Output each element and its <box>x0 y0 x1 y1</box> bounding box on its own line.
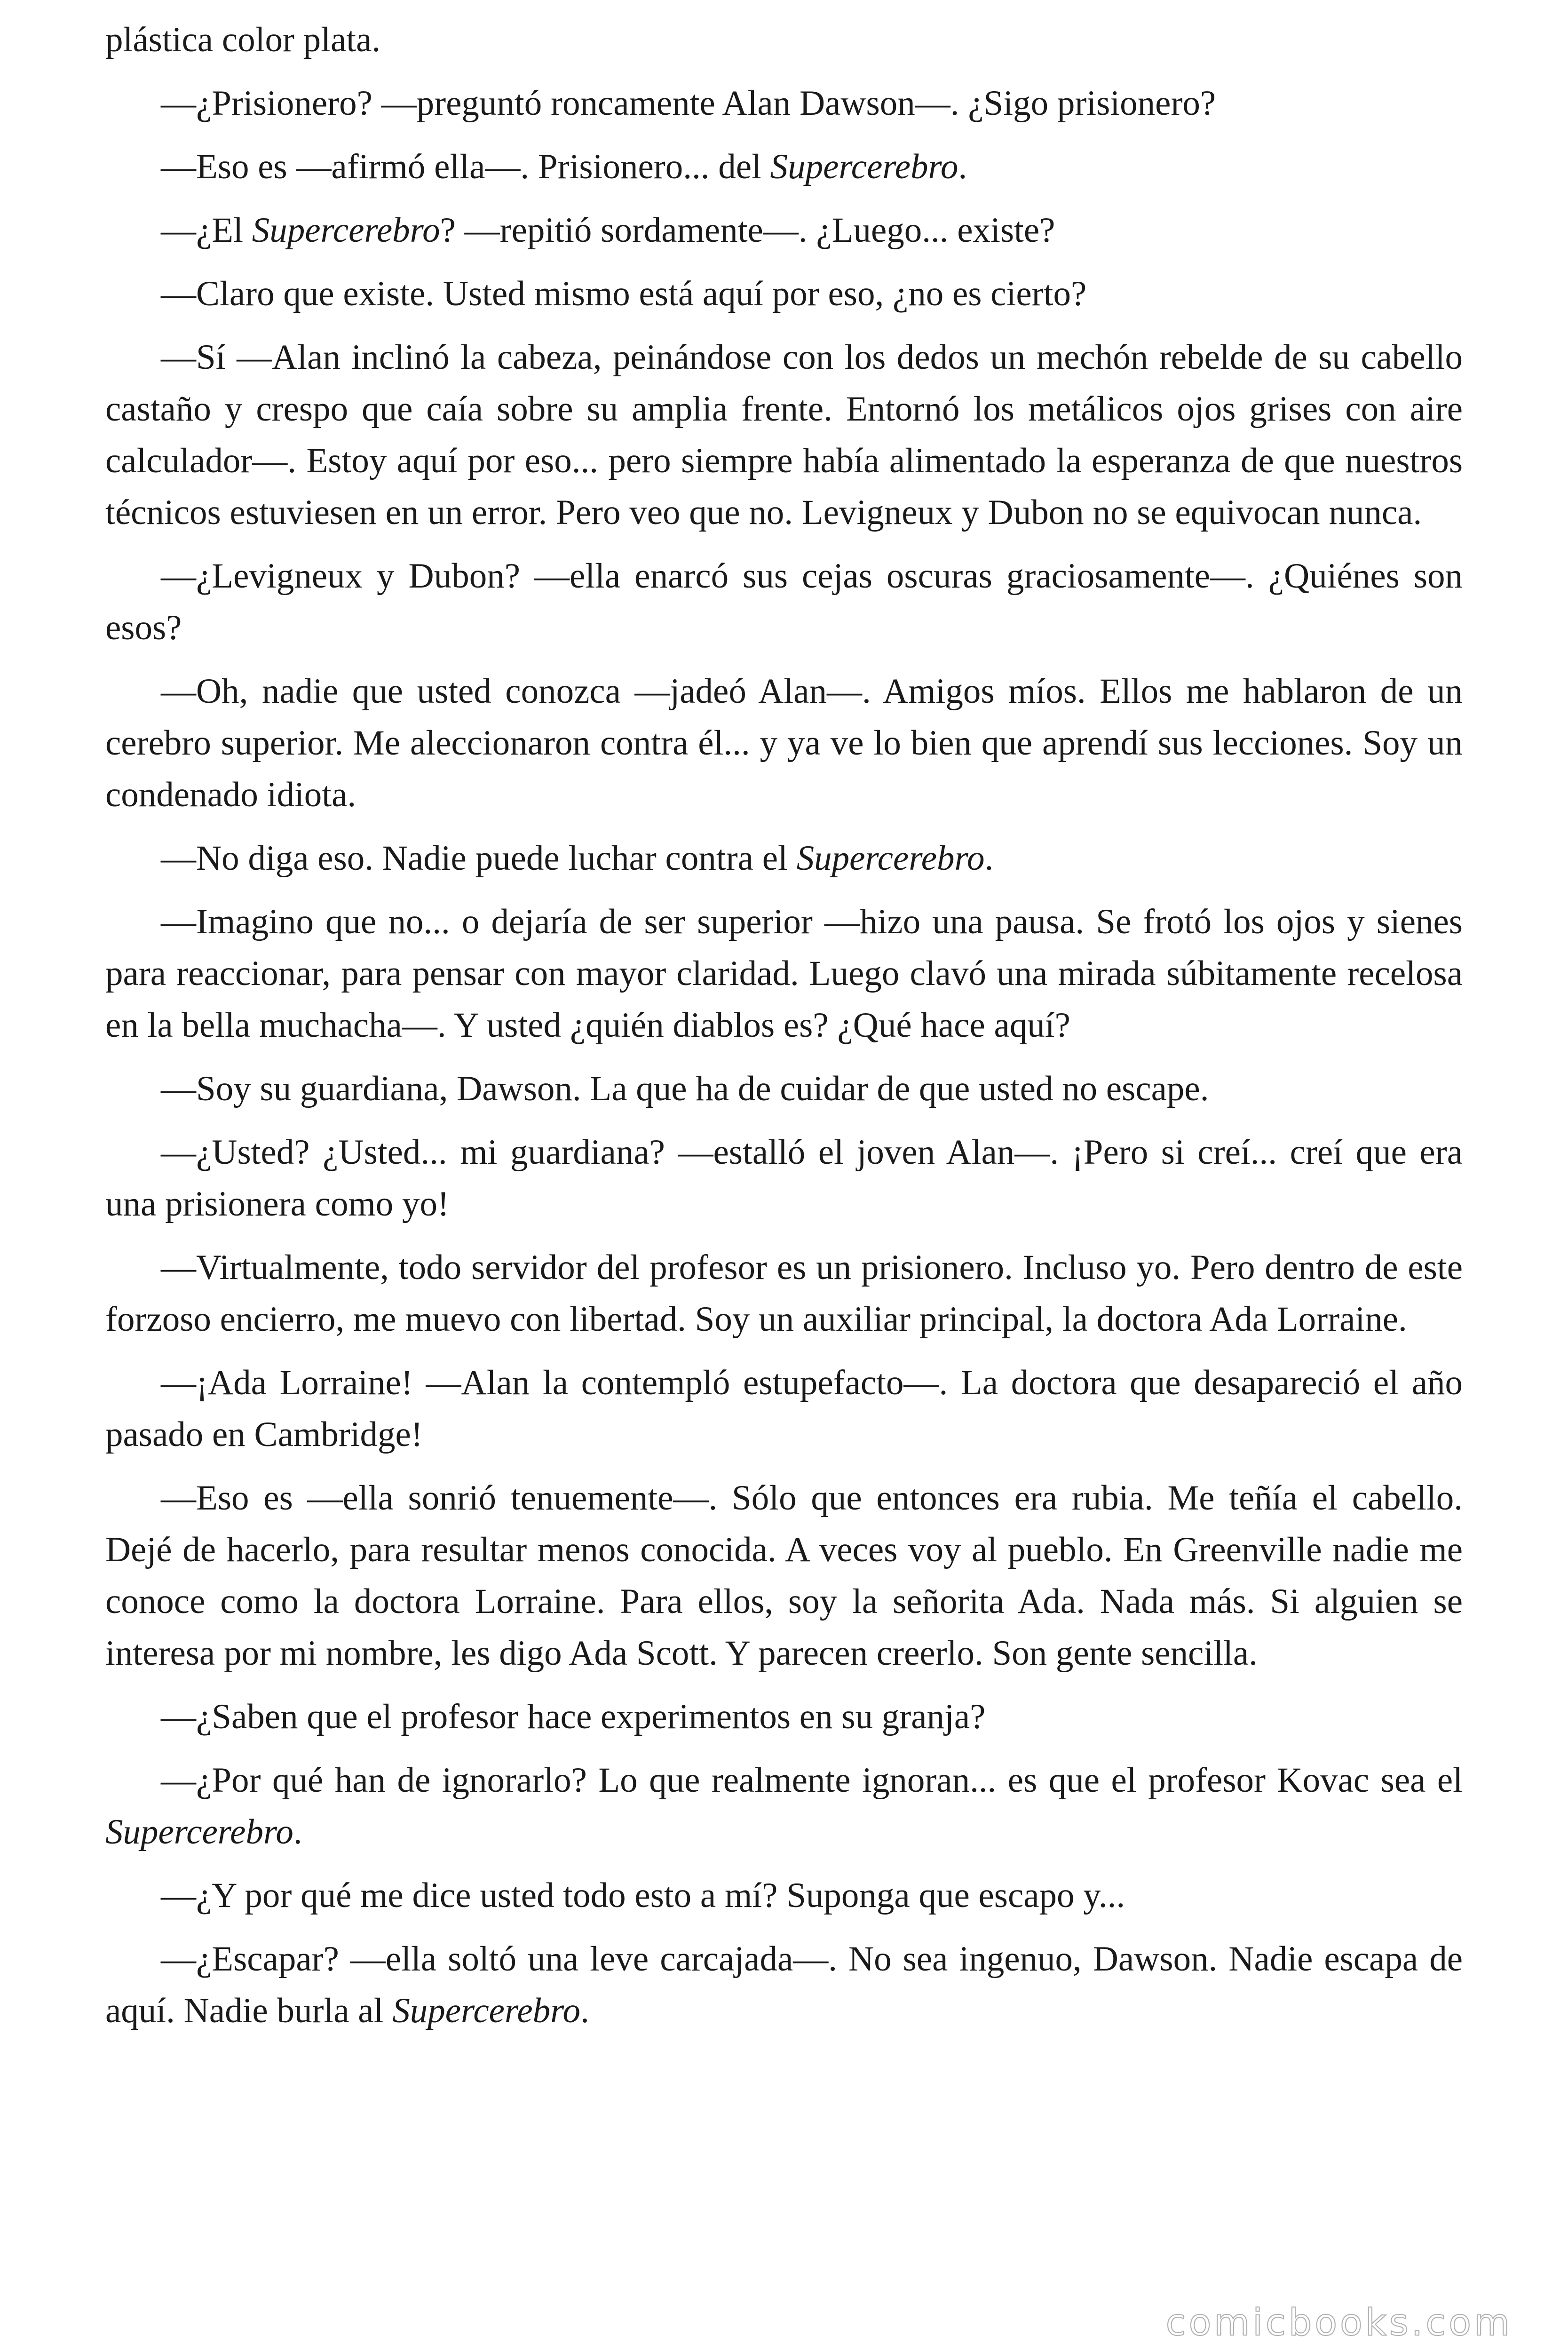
text-run: . <box>580 1991 589 2030</box>
dialogue-paragraph <box>105 833 1463 884</box>
dialogue-paragraph <box>105 78 1463 129</box>
text-run: —Claro que existe. Usted mismo está aquí por eso, ¿no es cierto? <box>161 274 1087 313</box>
text-run: —Imagino que no... o dejaría de ser superior —hizo una pausa. Se frotó los ojos y sienes para reaccionar, para pensar con mayor claridad. Luego clavó una mirada súbitamente recelosa en la bella muchacha—. Y usted ¿quién diablos es? ¿Qué hace aquí? <box>105 902 1463 1045</box>
book-page-text <box>105 14 1463 2310</box>
text-run: —Virtualmente, todo servidor del profesor es un prisionero. Incluso yo. Pero dentro de este forzoso encierro, me muevo con libertad. Soy un auxiliar principal, la doctora Ada Lorraine. <box>105 1248 1463 1339</box>
text-run: —¿Y por qué me dice usted todo esto a mí? Suponga que escapo y... <box>161 1876 1125 1915</box>
text-run: . <box>984 839 994 878</box>
dialogue-paragraph <box>105 1755 1463 1858</box>
text-run: —¿Levigneux y Dubon? —ella enarcó sus cejas oscuras graciosamente—. ¿Quiénes son esos? <box>105 556 1463 647</box>
text-run: ? —repitió sordamente—. ¿Luego... existe? <box>440 211 1055 250</box>
text-run: . <box>293 1812 302 1851</box>
dialogue-paragraph <box>105 205 1463 256</box>
dialogue-paragraph <box>105 141 1463 193</box>
text-run: —¿Escapar? —ella soltó una leve carcajada—. No sea ingenuo, Dawson. Nadie escapa de aquí. Nadie burla al <box>105 1939 1463 2030</box>
italic-term: Supercerebro <box>392 1991 581 2030</box>
dialogue-paragraph <box>105 1472 1463 1679</box>
dialogue-paragraph <box>105 1127 1463 1230</box>
text-run: —¿Saben que el profesor hace experimentos en su granja? <box>161 1697 986 1736</box>
text-run: —Oh, nadie que usted conozca —jadeó Alan—. Amigos míos. Ellos me hablaron de un cerebro superior. Me aleccionaron contra él... y ya ve lo bien que aprendí sus lecciones. Soy un condenado idiota. <box>105 672 1463 814</box>
dialogue-paragraph <box>105 1933 1463 2037</box>
text-run: —Soy su guardiana, Dawson. La que ha de cuidar de que usted no escape. <box>161 1069 1209 1108</box>
italic-term: Supercerebro <box>252 211 440 250</box>
italic-term: Supercerebro <box>770 147 958 186</box>
italic-term: Supercerebro <box>796 839 985 878</box>
text-run: —Eso es —ella sonrió tenuemente—. Sólo que entonces era rubia. Me teñía el cabello. Dejé de hacerlo, para resultar menos conocida. A veces voy al pueblo. En Greenville nadie me conoce como la doctora Lorraine. Para ellos, soy la señorita Ada. Nada más. Si alguien se interesa por mi nombre, les digo Ada Scott. Y parecen creerlo. Son gente sencilla. <box>105 1478 1463 1673</box>
text-run: —No diga eso. Nadie puede luchar contra el <box>161 839 797 878</box>
text-run: —¿Prisionero? —preguntó roncamente Alan Dawson—. ¿Sigo prisionero? <box>161 84 1216 123</box>
text-run: —¿Por qué han de ignorarlo? Lo que realmente ignoran... es que el profesor Kovac sea el <box>161 1761 1463 1800</box>
text-run: —Sí —Alan inclinó la cabeza, peinándose con los dedos un mechón rebelde de su cabello castaño y crespo que caía sobre su amplia frente. Entornó los metálicos ojos grises con aire calculador—. Estoy aquí por eso... pero siempre había alimentado la esperanza de que nuestros técnicos estuviesen en un error. Pero veo que no. Levigneux y Dubon no se equivocan nunca. <box>105 338 1463 532</box>
text-run: —Eso es —afirmó ella—. Prisionero... del <box>161 147 770 186</box>
text-run: plástica color plata. <box>105 20 381 59</box>
text-run: —¿El <box>161 211 252 250</box>
dialogue-paragraph <box>105 268 1463 320</box>
text-run: —¡Ada Lorraine! —Alan la contempló estupefacto—. La doctora que desapareció el año pasado en Cambridge! <box>105 1363 1463 1454</box>
dialogue-paragraph <box>105 896 1463 1051</box>
dialogue-paragraph <box>105 332 1463 539</box>
dialogue-paragraph <box>105 1357 1463 1461</box>
dialogue-paragraph <box>105 1870 1463 1922</box>
dialogue-paragraph <box>105 1242 1463 1345</box>
text-run: . <box>958 147 967 186</box>
dialogue-paragraph <box>105 550 1463 654</box>
dialogue-paragraph <box>105 666 1463 821</box>
italic-term: Supercerebro <box>105 1812 293 1851</box>
paragraph-continuation <box>105 14 1463 66</box>
site-watermark: comicbooks.com <box>1165 2302 1513 2344</box>
dialogue-paragraph <box>105 1063 1463 1115</box>
text-run: —¿Usted? ¿Usted... mi guardiana? —estalló el joven Alan—. ¡Pero si creí... creí que era una prisionera como yo! <box>105 1133 1463 1224</box>
dialogue-paragraph <box>105 1691 1463 1743</box>
